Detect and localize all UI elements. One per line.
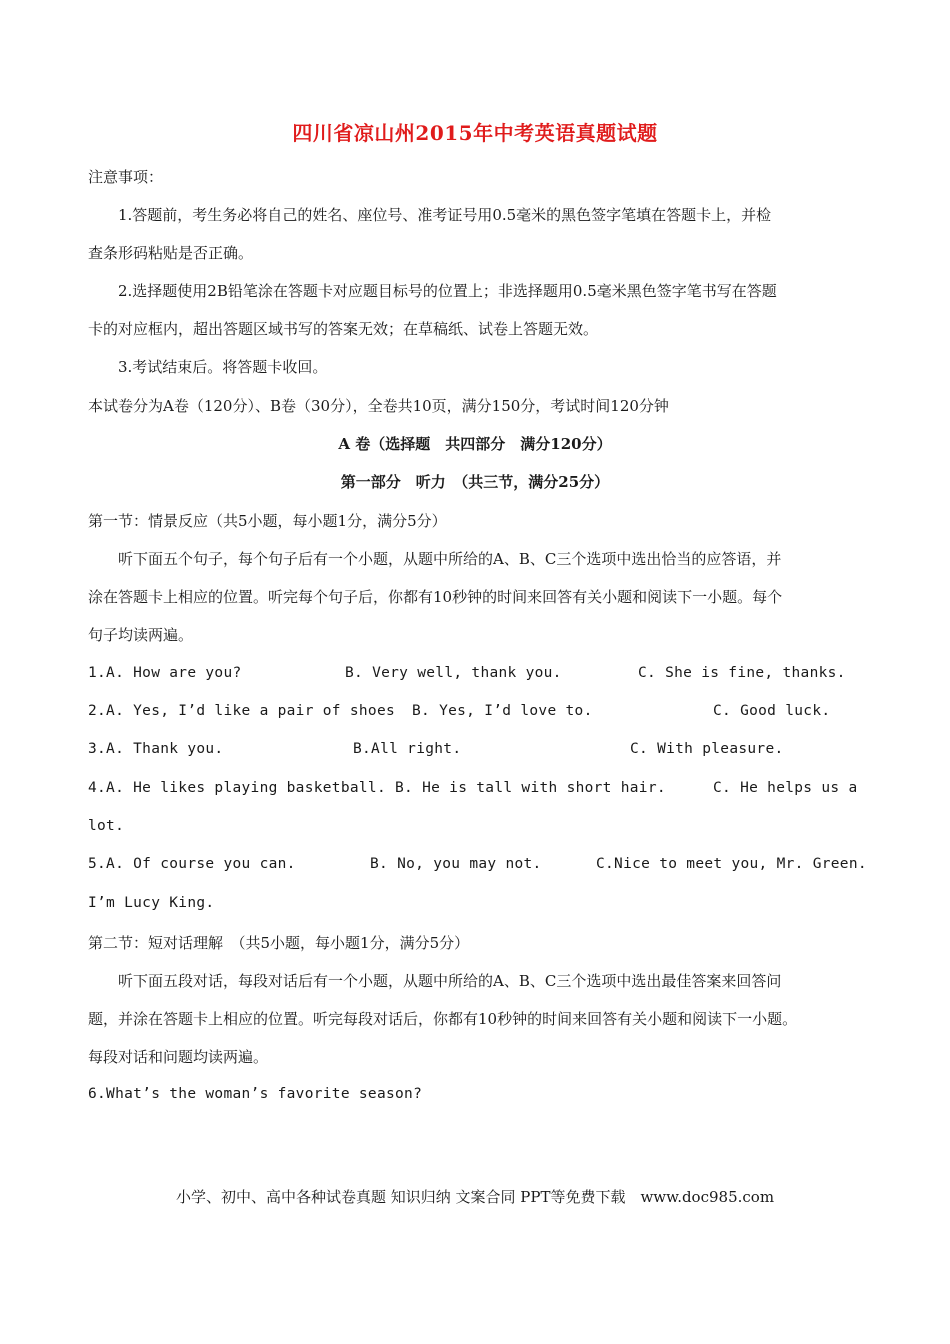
q4-option-c-continued: lot. (88, 818, 125, 834)
page-footer: 小学、初中、高中各种试卷真题 知识归纳 文案合同 PPT等免费下载 www.doc985.com (175, 1188, 775, 1206)
section-1-heading: 第一节：情景反应（共5小题，每小题1分，满分5分） (88, 512, 447, 530)
part-1-heading: 第一部分 听力 （共三节，满分25分） (340, 473, 610, 491)
q5-option-c-continued: I’m Lucy King. (88, 895, 215, 911)
q1-option-b: B. Very well, thank you. (345, 665, 562, 681)
q2-option-b: B. Yes, I’d love to. (412, 703, 593, 719)
q4-option-a: 4.A. He likes playing basketball. (88, 780, 386, 796)
q4-option-b: B. He is tall with short hair. (395, 780, 666, 796)
section-1-instruction-line-3: 句子均读两遍。 (88, 626, 194, 644)
q4-option-c: C. He helps us a (713, 780, 858, 796)
section-2-instruction-line-2: 题，并涂在答题卡上相应的位置。听完每段对话后，你都有10秒钟的时间来回答有关小题和阅读下一小题。 (88, 1010, 798, 1028)
q3-option-c: C. With pleasure. (630, 741, 784, 757)
page-title: 四川省凉山州2015年中考英语真题试题 (292, 121, 658, 145)
q2-option-a: 2.A. Yes, I’d like a pair of shoes (88, 703, 396, 719)
q1-option-a: 1.A. How are you? (88, 665, 242, 681)
notice-item-1-line-1: 1.答题前，考生务必将自己的姓名、座位号、准考证号用0.5毫米的黑色签字笔填在答题卡上，并检 (118, 206, 772, 224)
notice-item-3: 3.考试结束后。将答题卡收回。 (118, 358, 328, 376)
section-1-instruction-line-1: 听下面五个句子，每个句子后有一个小题，从题中所给的A、B、C三个选项中选出恰当的应答语，并 (118, 550, 782, 568)
notice-item-2-line-1: 2.选择题使用2B铅笔涂在答题卡对应题目标号的位置上；非选择题用0.5毫米黑色签字笔书写在答题 (118, 282, 777, 300)
q1-option-c: C. She is fine, thanks. (638, 665, 846, 681)
paper-a-heading: A 卷（选择题 共四部分 满分120分） (338, 435, 612, 453)
notice-heading: 注意事项： (88, 168, 164, 186)
q6-question: 6.What’s the woman’s favorite season? (88, 1086, 423, 1102)
section-1-instruction-line-2: 涂在答题卡上相应的位置。听完每个句子后，你都有10秒钟的时间来回答有关小题和阅读下一小题。每个 (88, 588, 783, 606)
section-2-heading: 第二节：短对话理解 （共5小题，每小题1分，满分5分） (88, 934, 470, 952)
section-2-instruction-line-1: 听下面五段对话，每段对话后有一个小题，从题中所给的A、B、C三个选项中选出最佳答案来回答问 (118, 972, 782, 990)
notice-item-2-line-2: 卡的对应框内，超出答题区域书写的答案无效；在草稿纸、试卷上答题无效。 (88, 320, 599, 338)
paper-summary: 本试卷分为A卷（120分）、B卷（30分），全卷共10页，满分150分，考试时间120分钟 (88, 397, 669, 415)
q3-option-b: B.All right. (353, 741, 462, 757)
notice-item-1-line-2: 查条形码粘贴是否正确。 (88, 244, 254, 262)
q5-option-a: 5.A. Of course you can. (88, 856, 296, 872)
q5-option-b: B. No, you may not. (370, 856, 542, 872)
q3-option-a: 3.A. Thank you. (88, 741, 224, 757)
section-2-instruction-line-3: 每段对话和问题均读两遍。 (88, 1048, 269, 1066)
q5-option-c: C.Nice to meet you, Mr. Green. (596, 856, 867, 872)
q2-option-c: C. Good luck. (713, 703, 831, 719)
